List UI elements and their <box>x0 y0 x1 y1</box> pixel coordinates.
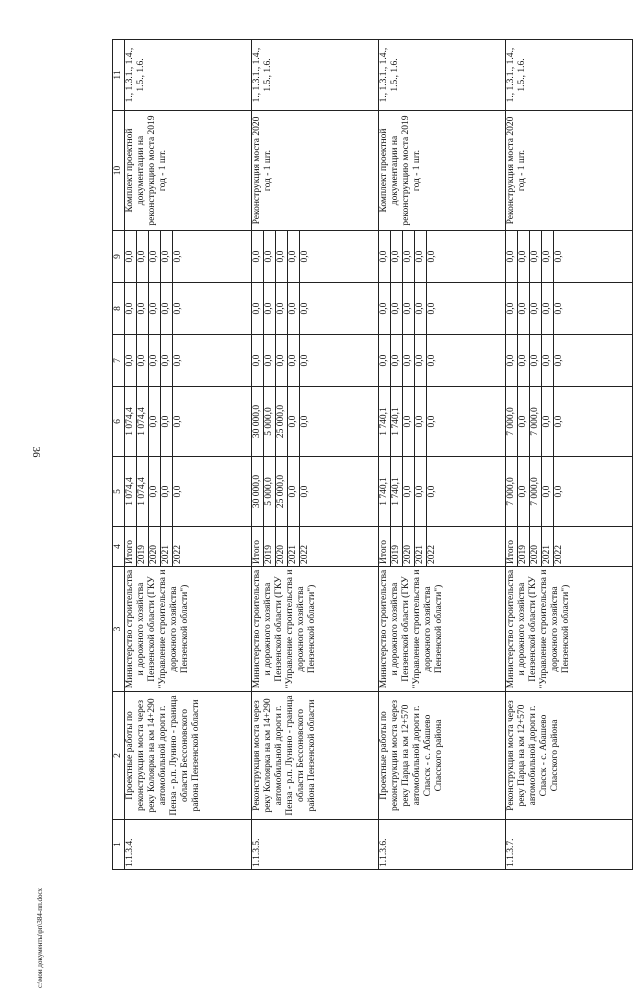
row-number-cell: 1.1.3.5. <box>252 820 379 870</box>
header-cell: 11 <box>113 40 125 111</box>
total-funding-cell-value: 7 000,0 <box>530 457 542 526</box>
indicator-link-cell: 1., 1.3.1., 1.4., 1.5., 1.6. <box>506 40 633 111</box>
year-cell-value: 2019 <box>264 527 276 566</box>
total-funding-cell-value: 5 000,0 <box>264 457 276 526</box>
federal-budget-cell-value: 0,0 <box>379 335 391 386</box>
other-sources-cell <box>379 231 506 283</box>
total-funding-cell-value: 30 000,0 <box>252 457 264 526</box>
year-cell-value: 2021 <box>542 527 554 566</box>
other-sources-cell-value: 0,0 <box>300 250 310 263</box>
result-cell: Реконструкция моста 2020 год - 1 шт. <box>252 111 379 231</box>
total-funding-cell-value: 1 074,4 <box>137 457 149 526</box>
total-funding-cell <box>252 457 379 527</box>
responsible-org-cell: Министерство строительства и дорожного хозяйства Пензенской области (ГКУ "Управление строительства и дорожного хозяйства Пензенской области") <box>252 567 379 692</box>
local-budget-cell <box>252 283 379 335</box>
local-budget-cell-value: 0,0 <box>137 283 149 334</box>
local-budget-cell <box>125 283 252 335</box>
local-budget-cell <box>506 283 633 335</box>
local-budget-cell-value: 0,0 <box>125 283 137 334</box>
responsible-org-cell: Министерство строительства и дорожного хозяйства Пензенской области (ГКУ "Управление строительства и дорожного хозяйства Пензенской области") <box>506 567 633 692</box>
regional-budget-cell-value: 0,0 <box>288 387 300 456</box>
regional-budget-cell-value: 0,0 <box>415 387 427 456</box>
total-funding-cell-value: 0,0 <box>161 457 173 526</box>
header-cell: 1 <box>113 820 125 870</box>
other-sources-cell-value: 0,0 <box>554 250 564 263</box>
local-budget-cell-value: 0,0 <box>427 302 437 315</box>
year-cell-value: 2020 <box>149 527 161 566</box>
federal-budget-cell-value: 0,0 <box>125 335 137 386</box>
total-funding-cell <box>379 457 506 527</box>
regional-budget-cell-value: 30 000,0 <box>252 387 264 456</box>
rotated-table-wrapper <box>112 40 624 870</box>
regional-budget-cell-value: 7 000,0 <box>506 387 518 456</box>
total-funding-cell-value: 1 740,1 <box>391 457 403 526</box>
total-funding-cell-value: 0,0 <box>173 485 183 498</box>
other-sources-cell <box>125 231 252 283</box>
federal-budget-cell-value: 0,0 <box>403 335 415 386</box>
year-cell <box>506 527 633 567</box>
year-cell-value: Итого <box>506 527 518 566</box>
year-cell-value: Итого <box>379 527 391 566</box>
federal-budget-cell-value: 0,0 <box>137 335 149 386</box>
total-funding-cell-value: 0,0 <box>427 485 437 498</box>
other-sources-cell-value: 0,0 <box>288 231 300 282</box>
year-cell-value: 2021 <box>288 527 300 566</box>
other-sources-cell-value: 0,0 <box>391 231 403 282</box>
total-funding-cell-value: 7 000,0 <box>506 457 518 526</box>
local-budget-cell-value: 0,0 <box>542 283 554 334</box>
year-cell-value: 2021 <box>415 527 427 566</box>
header-cell: 8 <box>113 283 125 335</box>
activity-name-cell: Проектные работы по реконструкции моста через реку Парца на км 12+570 автомобильной дороги г. Спасск - с. Абашево Спасского района <box>379 692 506 820</box>
other-sources-cell-value: 0,0 <box>542 231 554 282</box>
table-header-row <box>113 40 125 870</box>
other-sources-cell-value: 0,0 <box>403 231 415 282</box>
local-budget-cell-value: 0,0 <box>518 283 530 334</box>
federal-budget-cell-value: 0,0 <box>391 335 403 386</box>
regional-budget-cell <box>506 387 633 457</box>
other-sources-cell-value: 0,0 <box>530 231 542 282</box>
local-budget-cell-value: 0,0 <box>403 283 415 334</box>
regional-budget-cell-value: 0,0 <box>161 387 173 456</box>
activity-name-cell: Проектные работы по реконструкции моста через реку Колоярка на км 14+290 автомобильной дороги г. Пенза - р.п. Лунино - граница области Бессоновского района Пензенской области <box>125 692 252 820</box>
row-number-cell: 1.1.3.6. <box>379 820 506 870</box>
local-budget-cell-value: 0,0 <box>276 283 288 334</box>
row-number-cell: 1.1.3.7. <box>506 820 633 870</box>
regional-budget-cell-value: 0,0 <box>542 387 554 456</box>
other-sources-cell-value: 0,0 <box>415 231 427 282</box>
other-sources-cell-value: 0,0 <box>264 231 276 282</box>
result-cell: Комплект проектной документации на реконструкцию моста 2019 год - 1 шт. <box>125 111 252 231</box>
other-sources-cell-value: 0,0 <box>506 231 518 282</box>
federal-budget-cell-value: 0,0 <box>530 335 542 386</box>
regional-budget-cell-value: 1 740,1 <box>379 387 391 456</box>
total-funding-cell-value: 0,0 <box>403 457 415 526</box>
result-cell: Реконструкция моста 2020 год - 1 шт. <box>506 111 633 231</box>
regional-budget-cell <box>125 387 252 457</box>
local-budget-cell-value: 0,0 <box>264 283 276 334</box>
regional-budget-cell-value: 0,0 <box>173 415 183 428</box>
header-cell: 2 <box>113 692 125 820</box>
table-row <box>379 40 506 870</box>
total-funding-cell-value: 0,0 <box>554 485 564 498</box>
other-sources-cell-value: 0,0 <box>427 250 437 263</box>
regional-budget-cell-value: 7 000,0 <box>530 387 542 456</box>
regional-budget-cell-value: 0,0 <box>403 387 415 456</box>
total-funding-cell-value: 0,0 <box>415 457 427 526</box>
page-number: 36 <box>30 446 42 458</box>
federal-budget-cell <box>125 335 252 387</box>
header-cell: 7 <box>113 335 125 387</box>
federal-budget-cell <box>506 335 633 387</box>
federal-budget-cell-value: 0,0 <box>300 354 310 367</box>
regional-budget-cell-value: 0,0 <box>518 387 530 456</box>
regional-budget-cell-value: 1 074,4 <box>137 387 149 456</box>
local-budget-cell-value: 0,0 <box>506 283 518 334</box>
total-funding-cell-value: 0,0 <box>542 457 554 526</box>
total-funding-cell-value: 0,0 <box>300 485 310 498</box>
federal-budget-cell-value: 0,0 <box>288 335 300 386</box>
local-budget-cell-value: 0,0 <box>173 302 183 315</box>
other-sources-cell-value: 0,0 <box>276 231 288 282</box>
file-path-footer: c:\мои документы\рп\384-пп.docx <box>36 887 44 988</box>
other-sources-cell-value: 0,0 <box>379 231 391 282</box>
local-budget-cell-value: 0,0 <box>300 302 310 315</box>
other-sources-cell-value: 0,0 <box>252 231 264 282</box>
federal-budget-cell-value: 0,0 <box>415 335 427 386</box>
federal-budget-cell-value: 0,0 <box>276 335 288 386</box>
other-sources-cell-value: 0,0 <box>125 231 137 282</box>
regional-budget-cell-value: 0,0 <box>554 415 564 428</box>
federal-budget-cell-value: 0,0 <box>264 335 276 386</box>
year-cell-value: 2022 <box>554 545 564 564</box>
year-cell-value: 2019 <box>137 527 149 566</box>
federal-budget-cell <box>379 335 506 387</box>
header-cell: 9 <box>113 231 125 283</box>
table-row <box>125 40 252 870</box>
federal-budget-cell-value: 0,0 <box>149 335 161 386</box>
indicator-link-cell: 1., 1.3.1., 1.4., 1.5., 1.6. <box>125 40 252 111</box>
local-budget-cell-value: 0,0 <box>161 283 173 334</box>
regional-budget-cell-value: 1 074,4 <box>125 387 137 456</box>
header-cell: 5 <box>113 457 125 527</box>
local-budget-cell-value: 0,0 <box>554 302 564 315</box>
total-funding-cell-value: 1 074,4 <box>125 457 137 526</box>
total-funding-cell-value: 1 740,1 <box>379 457 391 526</box>
local-budget-cell <box>379 283 506 335</box>
local-budget-cell-value: 0,0 <box>530 283 542 334</box>
federal-budget-cell <box>252 335 379 387</box>
local-budget-cell-value: 0,0 <box>415 283 427 334</box>
regional-budget-cell-value: 0,0 <box>149 387 161 456</box>
year-cell <box>379 527 506 567</box>
total-funding-cell-value: 25 000,0 <box>276 457 288 526</box>
total-funding-cell <box>125 457 252 527</box>
program-activities-table <box>112 39 633 870</box>
other-sources-cell-value: 0,0 <box>161 231 173 282</box>
regional-budget-cell-value: 0,0 <box>427 415 437 428</box>
local-budget-cell-value: 0,0 <box>379 283 391 334</box>
regional-budget-cell-value: 1 740,1 <box>391 387 403 456</box>
federal-budget-cell-value: 0,0 <box>161 335 173 386</box>
indicator-link-cell: 1., 1.3.1., 1.4., 1.5., 1.6. <box>252 40 379 111</box>
year-cell-value: 2022 <box>427 545 437 564</box>
year-cell-value: Итого <box>252 527 264 566</box>
table-body <box>125 40 633 870</box>
federal-budget-cell-value: 0,0 <box>554 354 564 367</box>
local-budget-cell-value: 0,0 <box>149 283 161 334</box>
regional-budget-cell-value: 0,0 <box>300 415 310 428</box>
federal-budget-cell-value: 0,0 <box>252 335 264 386</box>
responsible-org-cell: Министерство строительства и дорожного хозяйства Пензенской области (ГКУ "Управление строительства и дорожного хозяйства Пензенской области") <box>125 567 252 692</box>
year-cell-value: 2020 <box>403 527 415 566</box>
total-funding-cell-value: 0,0 <box>149 457 161 526</box>
table-row <box>252 40 379 870</box>
regional-budget-cell <box>252 387 379 457</box>
result-cell: Комплект проектной документации на реконструкцию моста 2019 год - 1 шт. <box>379 111 506 231</box>
row-number-cell: 1.1.3.4. <box>125 820 252 870</box>
regional-budget-cell <box>379 387 506 457</box>
other-sources-cell-value: 0,0 <box>137 231 149 282</box>
other-sources-cell-value: 0,0 <box>518 231 530 282</box>
year-cell <box>125 527 252 567</box>
other-sources-cell <box>252 231 379 283</box>
regional-budget-cell-value: 25 000,0 <box>276 387 288 456</box>
year-cell-value: 2019 <box>391 527 403 566</box>
activity-name-cell: Реконструкция моста через реку Колоярка на км 14+290 автомобильной дороги г. Пенза - р.п. Лунино - граница области Бессоновского района Пензенской области <box>252 692 379 820</box>
year-cell-value: 2020 <box>276 527 288 566</box>
other-sources-cell <box>506 231 633 283</box>
table-row <box>506 40 633 870</box>
year-cell <box>252 527 379 567</box>
federal-budget-cell-value: 0,0 <box>173 354 183 367</box>
local-budget-cell-value: 0,0 <box>288 283 300 334</box>
indicator-link-cell: 1., 1.3.1., 1.4., 1.5., 1.6. <box>379 40 506 111</box>
header-cell: 10 <box>113 111 125 231</box>
other-sources-cell-value: 0,0 <box>173 250 183 263</box>
year-cell-value: 2022 <box>300 545 310 564</box>
year-cell-value: 2019 <box>518 527 530 566</box>
total-funding-cell-value: 0,0 <box>288 457 300 526</box>
header-cell: 6 <box>113 387 125 457</box>
year-cell-value: 2021 <box>161 527 173 566</box>
regional-budget-cell-value: 5 000,0 <box>264 387 276 456</box>
federal-budget-cell-value: 0,0 <box>542 335 554 386</box>
local-budget-cell-value: 0,0 <box>252 283 264 334</box>
year-cell-value: 2020 <box>530 527 542 566</box>
header-cell: 4 <box>113 527 125 567</box>
total-funding-cell-value: 0,0 <box>518 457 530 526</box>
year-cell-value: Итого <box>125 527 137 566</box>
federal-budget-cell-value: 0,0 <box>427 354 437 367</box>
local-budget-cell-value: 0,0 <box>391 283 403 334</box>
other-sources-cell-value: 0,0 <box>149 231 161 282</box>
total-funding-cell <box>506 457 633 527</box>
responsible-org-cell: Министерство строительства и дорожного хозяйства Пензенской области (ГКУ "Управление строительства и дорожного хозяйства Пензенской области") <box>379 567 506 692</box>
federal-budget-cell-value: 0,0 <box>506 335 518 386</box>
header-cell: 3 <box>113 567 125 692</box>
federal-budget-cell-value: 0,0 <box>518 335 530 386</box>
activity-name-cell: Реконструкция моста через реку Парца на км 12+570 автомобильной дороги г. Спасск - с. Абашево Спасского района <box>506 692 633 820</box>
year-cell-value: 2022 <box>173 545 183 564</box>
